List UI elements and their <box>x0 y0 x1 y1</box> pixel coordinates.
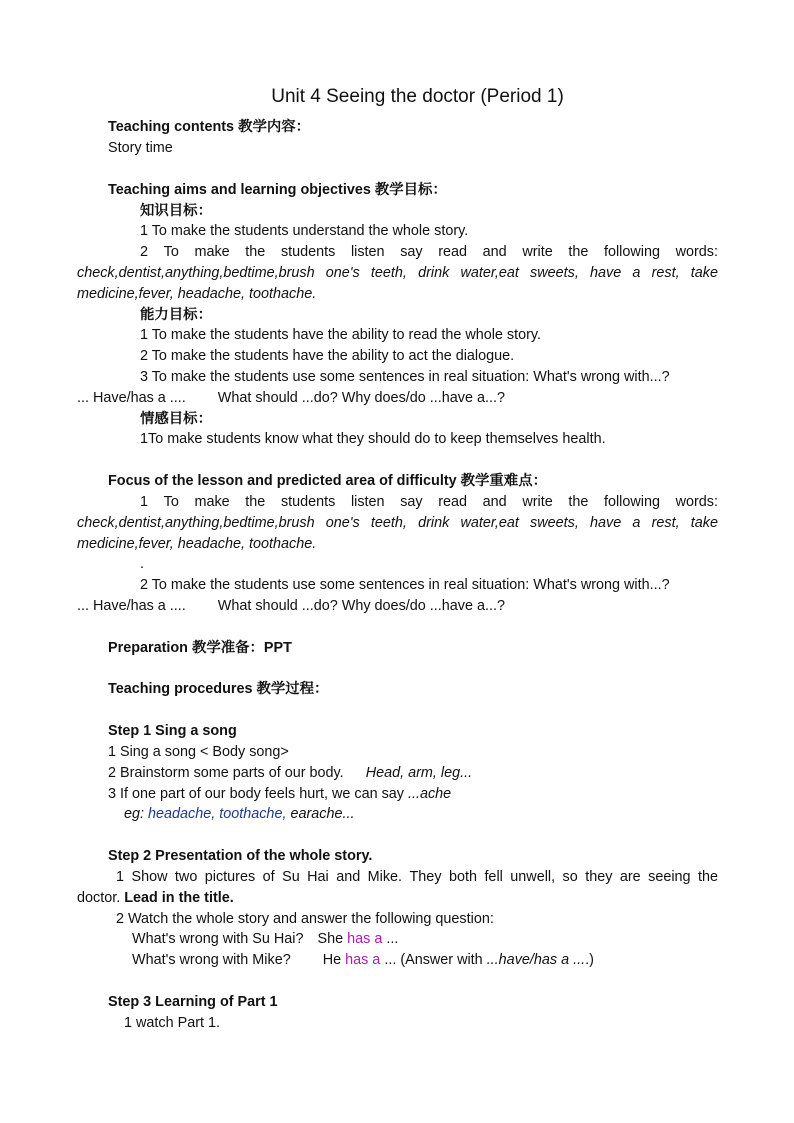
emotion-aim-1: 1To make students know what they should do to keep themselves health. <box>140 431 606 447</box>
emotion-aims-heading: 情感目标： <box>140 411 212 427</box>
knowledge-aim-1: 1 To make the students understand the whole story. <box>140 223 469 239</box>
knowledge-aim-2-word: listen <box>350 244 385 260</box>
focus-vocab-word: check,dentist,anything,bedtime,brush <box>77 515 315 531</box>
knowledge-vocab-word: have <box>590 265 622 281</box>
question-1-text: What's wrong with Su Hai? <box>132 931 304 947</box>
step2-item-1-word: seeing <box>648 869 691 885</box>
step2-question-1 <box>132 930 398 948</box>
knowledge-aims-heading: 知识目标： <box>140 203 212 219</box>
step1-item-3-text: 3 If one part of our body feels hurt, we can say <box>108 786 408 802</box>
knowledge-vocab-word: take <box>690 265 718 281</box>
step2-item-1-word: Hai <box>307 869 329 885</box>
focus-vocab-word: rest, <box>651 515 680 531</box>
teaching-aims-heading: Teaching aims and learning objectives 教学目标： <box>108 182 447 198</box>
focus-item-1-word: say <box>400 494 423 510</box>
teaching-contents-heading: Teaching contents 教学内容： <box>108 119 311 135</box>
focus-item-1-word: listen <box>350 494 385 510</box>
teaching-contents-text: Story time <box>108 140 173 156</box>
focus-item-1-word: words: <box>675 494 718 510</box>
answer-2-post: ... (Answer with <box>380 952 487 968</box>
answer-2-end: .) <box>585 952 594 968</box>
step2-item-1-word: fell <box>484 869 503 885</box>
knowledge-aim-2-word: students <box>280 244 336 260</box>
knowledge-vocab-word: drink <box>418 265 450 281</box>
focus-item-1-word: following <box>603 494 660 510</box>
answer-2-pre: He <box>322 952 346 968</box>
preparation-line: Preparation 教学准备：PPT <box>108 640 292 656</box>
focus-vocab-word: take <box>690 515 718 531</box>
step1-item-2-example: Head, arm, leg... <box>365 765 473 781</box>
step2-item-1 <box>116 868 718 886</box>
knowledge-aim-2-word: the <box>568 244 589 260</box>
focus-item-1-word: make <box>194 494 230 510</box>
knowledge-aim-2 <box>140 243 718 261</box>
step1-item-2 <box>108 764 472 782</box>
step2-item-1-word: they <box>585 869 613 885</box>
step2-item-1-word: and <box>336 869 361 885</box>
focus-item-1-word: write <box>522 494 553 510</box>
knowledge-vocab-word: sweets, <box>530 265 579 281</box>
step2-item-1-word: so <box>562 869 578 885</box>
knowledge-aim-2-word: write <box>522 244 553 260</box>
knowledge-aim-2-word: words: <box>675 244 718 260</box>
knowledge-vocab-word: teeth, <box>370 265 407 281</box>
step2-item-1-cont-text: doctor. <box>77 890 125 906</box>
step1-heading: Step 1 Sing a song <box>108 723 237 739</box>
focus-item-1-word: To <box>163 494 179 510</box>
step2-item-1-word: of <box>262 869 275 885</box>
step3-item-1: 1 watch Part 1. <box>124 1015 220 1031</box>
step1-item-3-example: ...ache <box>407 786 452 802</box>
focus-item-1-word: the <box>568 494 589 510</box>
knowledge-vocab-word: one's <box>325 265 360 281</box>
step2-item-1-word: Show <box>131 869 168 885</box>
focus-vocab-word: one's <box>325 515 360 531</box>
step2-item-1-cont <box>77 889 234 907</box>
answer-1-post: ... <box>382 931 399 947</box>
knowledge-vocab-line-2: medicine,fever, headache, toothache. <box>77 286 317 302</box>
answer-2-italic: ...have/has a ... <box>486 952 586 968</box>
focus-item-2-cont <box>77 597 505 615</box>
knowledge-aim-2-word: make <box>194 244 230 260</box>
knowledge-aim-2-word: read <box>438 244 468 260</box>
focus-item-1-word: 1 <box>140 494 149 510</box>
knowledge-vocab-word: a <box>632 265 641 281</box>
step2-heading: Step 2 Presentation of the whole story. <box>108 848 373 864</box>
eg-rest: earache... <box>286 806 355 822</box>
knowledge-vocab-word: rest, <box>651 265 680 281</box>
document-title: Unit 4 Seeing the doctor (Period 1) <box>271 86 564 107</box>
knowledge-vocab-line-1 <box>77 264 718 282</box>
focus-vocab-line-1 <box>77 514 718 532</box>
step2-item-1-word: the <box>697 869 718 885</box>
knowledge-vocab-word: water,eat <box>460 265 519 281</box>
step2-item-1-word: Su <box>282 869 300 885</box>
focus-item-2-cont-a: ... Have/has a .... <box>77 598 186 614</box>
step2-item-1-word: both <box>448 869 477 885</box>
question-2-text: What's wrong with Mike? <box>132 952 291 968</box>
focus-vocab-word: water,eat <box>460 515 519 531</box>
focus-item-2-cont-b: What should ...do? Why does/do ...have a...? <box>217 598 505 614</box>
focus-item-1-word: students <box>280 494 336 510</box>
ability-aim-3-cont <box>77 389 505 407</box>
focus-dot: . <box>140 556 144 572</box>
knowledge-vocab-word: check,dentist,anything,bedtime,brush <box>77 265 315 281</box>
ability-aim-3: 3 To make the students use some sentences in real situation: What's wrong with...? <box>140 369 670 385</box>
focus-item-1-word: and <box>482 494 507 510</box>
focus-vocab-word: drink <box>418 515 450 531</box>
focus-vocab-line-2: medicine,fever, headache, toothache. <box>77 536 317 552</box>
knowledge-aim-2-word: 2 <box>140 244 149 260</box>
step2-item-1-word: 1 <box>116 869 125 885</box>
step2-item-1-word: are <box>619 869 641 885</box>
step1-eg-line <box>124 805 354 823</box>
ability-aim-3-cont-a: ... Have/has a .... <box>77 390 186 406</box>
ability-aim-2: 2 To make the students have the ability to act the dialogue. <box>140 348 515 364</box>
step2-item-1-word: Mike. <box>367 869 403 885</box>
answer-1-pre: She <box>317 931 348 947</box>
step2-item-2: 2 Watch the whole story and answer the following question: <box>116 911 494 927</box>
answer-1-highlight: has a <box>347 931 383 947</box>
focus-item-2: 2 To make the students use some sentences in real situation: What's wrong with...? <box>140 577 670 593</box>
procedures-heading: Teaching procedures 教学过程： <box>108 681 329 697</box>
step2-item-1-word: pictures <box>204 869 256 885</box>
knowledge-aim-2-word: say <box>400 244 423 260</box>
focus-vocab-word: have <box>590 515 622 531</box>
lead-in-title: Lead in the title. <box>124 890 234 906</box>
knowledge-aim-2-word: To <box>163 244 179 260</box>
ability-aims-heading: 能力目标： <box>140 307 212 323</box>
step1-item-2-text: 2 Brainstorm some parts of our body. <box>108 765 344 781</box>
knowledge-aim-2-word: and <box>482 244 507 260</box>
knowledge-aim-2-word: following <box>603 244 660 260</box>
focus-item-1-word: the <box>245 494 266 510</box>
focus-vocab-word: sweets, <box>530 515 579 531</box>
step3-heading: Step 3 Learning of Part 1 <box>108 994 278 1010</box>
eg-label: eg: <box>124 806 149 822</box>
focus-item-1-word: read <box>438 494 468 510</box>
step2-item-1-word: two <box>174 869 198 885</box>
step2-item-1-word: unwell, <box>510 869 556 885</box>
focus-vocab-word: a <box>632 515 641 531</box>
answer-2-highlight: has a <box>345 952 381 968</box>
focus-vocab-word: teeth, <box>370 515 407 531</box>
focus-heading: Focus of the lesson and predicted area of difficulty 教学重难点： <box>108 473 547 489</box>
step2-question-2 <box>132 951 594 969</box>
ability-aim-1: 1 To make the students have the ability to read the whole story. <box>140 327 542 343</box>
step1-item-1: 1 Sing a song < Body song> <box>108 744 289 760</box>
eg-words: headache, toothache, <box>148 806 287 822</box>
ability-aim-3-cont-b: What should ...do? Why does/do ...have a...? <box>217 390 505 406</box>
step2-item-1-word: They <box>409 869 442 885</box>
knowledge-aim-2-word: the <box>245 244 266 260</box>
focus-item-1 <box>140 493 718 511</box>
step1-item-3 <box>108 785 451 803</box>
